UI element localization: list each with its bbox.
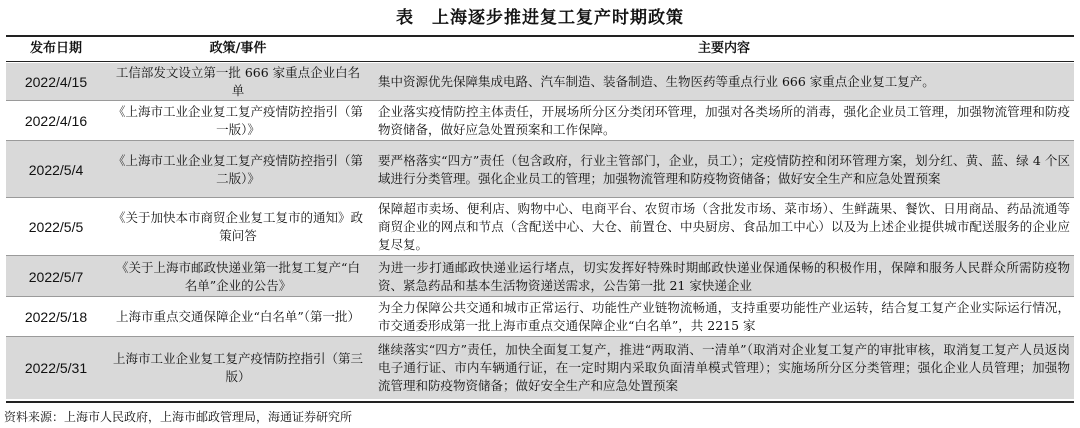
table-title-prefix: 表 bbox=[396, 8, 414, 28]
row-content: 为全力保障公共交通和城市正常运行、功能性产业链物流畅通，支持重要功能性产业运转，结合复工复产企业实际运行情况，市交通委形成第一批上海市重点交通保障企业“白名单”，共 2215 家 bbox=[378, 300, 1070, 333]
row-content: 企业落实疫情防控主体责任，开展场所分区分类闭环管理，加强对各类场所的消毒，强化企业员工管理，加强物流管理和防疫物资储备，做好应急处置预案和工作保障。 bbox=[378, 104, 1070, 137]
row-date: 2022/5/5 bbox=[28, 219, 84, 235]
row-event: 《上海市工业企业复工复产疫情防控指引（第二版）》 bbox=[112, 152, 363, 186]
table-title-text: 上海逐步推进复工复产时期政策 bbox=[432, 8, 684, 28]
table-row bbox=[6, 101, 1074, 141]
row-content: 继续落实“四方”责任，加快全面复工复产，推进“两取消、一清单”（取消对企业复工复产的审批审核，取消复工复产人员返岗电子通行证、市内车辆通行证，在一定时期内采取负面清单模式管理）；实施场所分区分类管理；强化企业人员管理；加强物流管理和防疫物资储备；做好安全生产和应急处置预案 bbox=[378, 342, 1070, 393]
table-row bbox=[6, 63, 1074, 101]
row-date: 2022/5/18 bbox=[24, 309, 88, 325]
row-content: 要严格落实“四方”责任（包含政府，行业主管部门，企业，员工）；定疫情防控和闭环管理方案，划分红、黄、蓝、绿 4 个区域进行分类管理。强化企业员工的管理；加强物流管理和防疫物资储备；做好安全生产和应急处置预案 bbox=[378, 152, 1070, 186]
row-event: 《关于加快本市商贸企业复工复市的通知》政策问答 bbox=[112, 210, 363, 243]
row-event: 上海市重点交通保障企业“白名单”（第一批） bbox=[115, 309, 361, 324]
row-date: 2022/4/16 bbox=[24, 113, 88, 129]
row-event: 《关于上海市邮政快递业第一批复工复产“白名单”企业的公告》 bbox=[116, 259, 360, 293]
table-header-rule bbox=[6, 61, 1074, 62]
row-event: 工信部发文设立第一批 666 家重点企业白名单 bbox=[115, 65, 361, 98]
row-date: 2022/4/15 bbox=[24, 74, 88, 90]
row-event: 上海市工业企业复工复产疫情防控指引（第三版） bbox=[112, 351, 363, 384]
table-row bbox=[6, 198, 1074, 256]
header-event: 政策/事件 bbox=[209, 41, 267, 56]
row-event: 《上海市工业企业复工复产疫情防控指引（第一版）》 bbox=[112, 104, 363, 137]
row-date: 2022/5/4 bbox=[28, 161, 84, 178]
row-date: 2022/5/31 bbox=[24, 360, 88, 376]
row-content: 保障超市卖场、便利店、购物中心、电商平台、农贸市场（含批发市场、菜市场）、生鲜蔬果、餐饮、日用商品、药品流通等商贸企业的网点和节点（含配送中心、大仓、前置仓、中央厨房、食品加工中心）以及为上述企业提供城市配送服务的企业应复尽复。 bbox=[378, 201, 1070, 252]
row-content: 集中资源优先保障集成电路、汽车制造、装备制造、生物医药等重点行业 666 家重点企业复工复产。 bbox=[378, 74, 935, 89]
table-bottom-rule bbox=[6, 401, 1074, 403]
table-row bbox=[6, 337, 1074, 399]
row-content: 为进一步打通邮政快递业运行堵点，切实发挥好特殊时期邮政快递业保通保畅的积极作用，保障和服务人民群众所需防疫物资、紧急药品和基本生活物资递送需求，公告第一批 21 家快递企业 bbox=[378, 259, 1070, 293]
row-date: 2022/5/7 bbox=[28, 268, 84, 285]
table-row bbox=[6, 141, 1074, 198]
table-row bbox=[6, 256, 1074, 297]
table-top-rule bbox=[6, 35, 1074, 37]
header-content: 主要内容 bbox=[697, 41, 750, 56]
table-row bbox=[6, 297, 1074, 337]
header-date: 发布日期 bbox=[29, 41, 82, 56]
source-note: 资料来源：上海市人民政府，上海市邮政管理局，海通证券研究所 bbox=[4, 410, 353, 424]
table-header bbox=[6, 38, 1074, 60]
table-title bbox=[0, 2, 1080, 34]
